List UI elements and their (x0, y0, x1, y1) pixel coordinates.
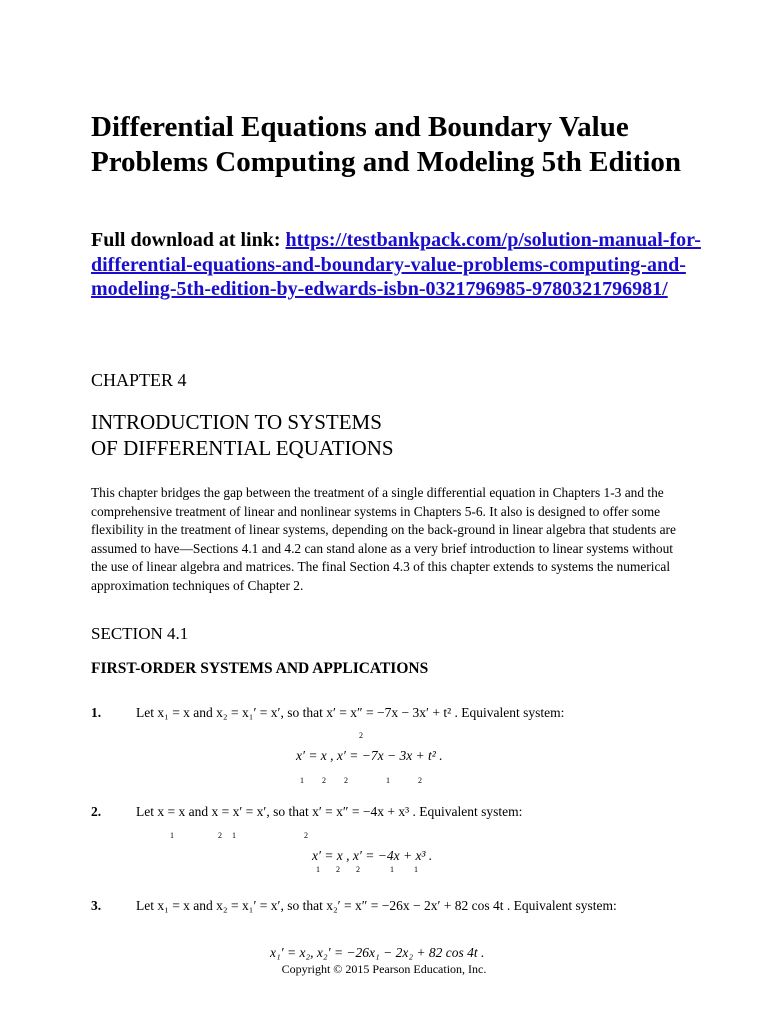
equivalent-system: x₁′ = x₂, x₂′ = −26x₁ − 2x₂ + 82 cos 4t . (270, 945, 485, 960)
section-title: FIRST-ORDER SYSTEMS AND APPLICATIONS (91, 660, 429, 677)
equivalent-system: x′ = x , x′ = −7x − 3x + t² . (296, 748, 443, 763)
problem-statement: Let x₁ = x and x₂ = x₁′ = x′, so that x₂′ = x″ = −26x − 2x′ + 82 cos 4t . Equivalent system: (136, 898, 617, 913)
chapter-title (91, 409, 394, 461)
problem-statement: Let x₁ = x and x₂ = x₁′ = x′, so that x′ = x″ = −7x − 3x′ + t² . Equivalent system: (136, 705, 565, 720)
copyright-footer: Copyright © 2015 Pearson Education, Inc. (281, 962, 487, 976)
chapter-label: CHAPTER 4 (91, 370, 187, 390)
document-title: Differential Equations and Boundary Value Problems Computing and Modeling 5th Edition (91, 111, 682, 178)
equivalent-system: x′ = x , x′ = −4x + x³ . (312, 848, 433, 863)
download-link[interactable]: https://testbankpack.com/p/solution-manual-for-differential-equations-and-boundary-value-problems-computing-and-modeling-5th-edition-by-edwards-isbn-0321796985-9780321796981/ (91, 229, 701, 300)
problem-statement-subscripts: 1 2 1 2 (170, 831, 308, 840)
problem-statement-subscripts: 2 (359, 731, 363, 740)
download-label: Full download at link: (91, 229, 286, 251)
problem-number: 2. (91, 804, 102, 819)
problem-statement: Let x = x and x = x′ = x′, so that x′ = x″ = −4x + x³ . Equivalent system: (136, 804, 523, 819)
chapter-title-line-1: INTRODUCTION TO SYSTEMS (91, 410, 382, 434)
section-label: SECTION 4.1 (91, 624, 189, 643)
equivalent-system-subscripts: 1 2 2 1 1 (316, 865, 418, 874)
problem-number: 1. (91, 705, 102, 720)
problem-number: 3. (91, 898, 102, 913)
chapter-intro: This chapter bridges the gap between the treatment of a single differential equation in Chapters 1-3 and the comprehensive treatment of linear and nonlinear systems in Chapters 5-6. It also is designed to offer some flexibility in the treatment of linear systems, depending on the back-ground in linear algebra that students are assumed to have—Sections 4.1 and 4.2 can stand alone as a very brief introduction to linear systems without the use of linear algebra and matrices. The final Section 4.3 of this chapter extends to systems the numerical approximation techniques of Chapter 2. (91, 485, 676, 593)
download-line (91, 228, 711, 302)
chapter-title-line-2: OF DIFFERENTIAL EQUATIONS (91, 436, 394, 460)
equivalent-system-subscripts: 1 2 2 1 2 (300, 776, 422, 785)
